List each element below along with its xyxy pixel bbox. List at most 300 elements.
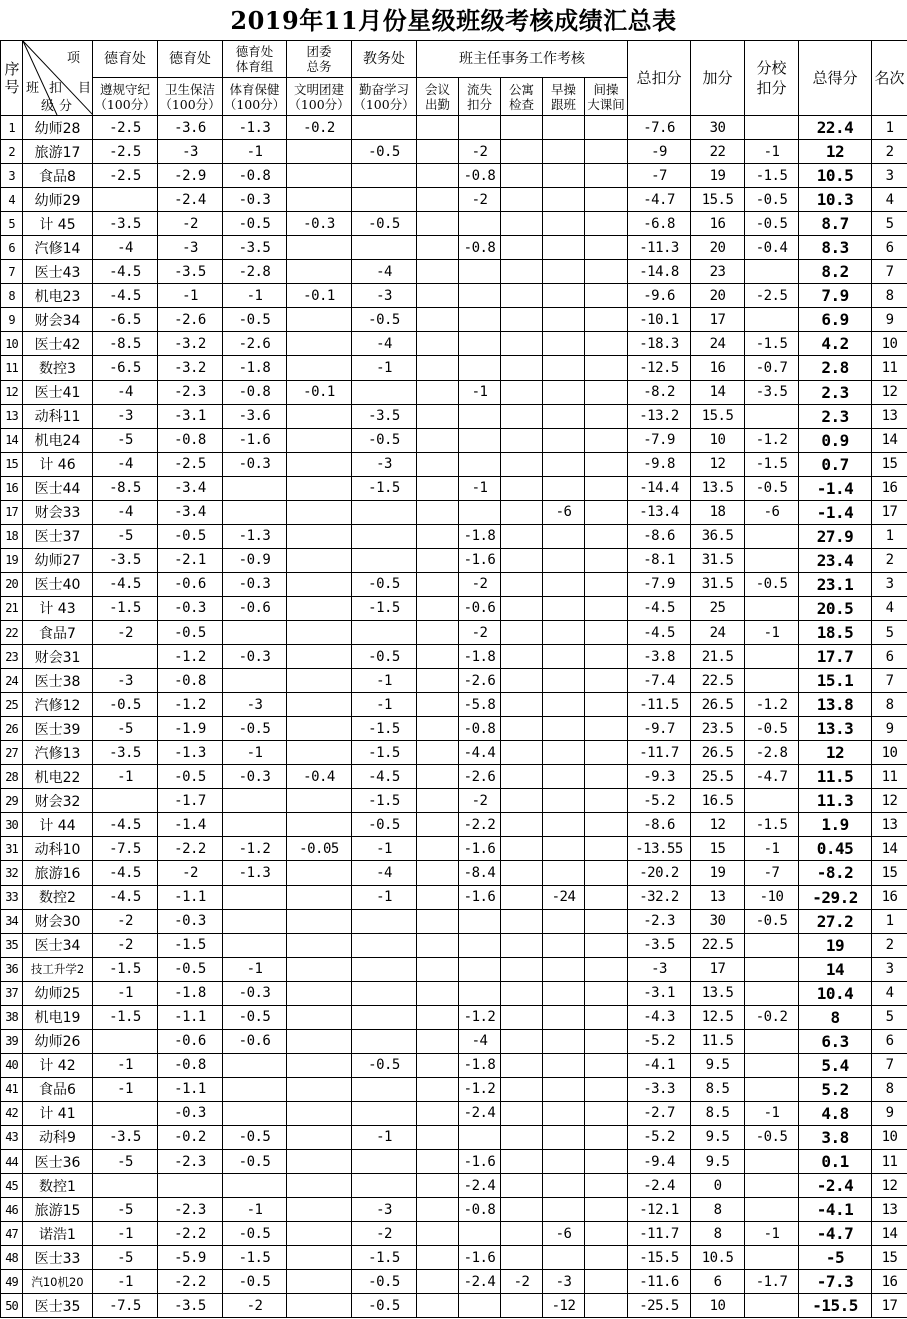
cell-seq: 25 — [1, 693, 23, 717]
cell-civility — [287, 404, 352, 428]
cell-sports-health: -0.3 — [223, 645, 287, 669]
cell-branch-deduct: -3.5 — [745, 380, 799, 404]
cell-rank: 12 — [872, 380, 907, 404]
cell-civility — [287, 308, 352, 332]
cell-dropout-deduct: -1.6 — [459, 837, 501, 861]
cell-meeting-attendance — [417, 308, 459, 332]
cell-dorm-check: -2 — [501, 1270, 543, 1294]
cell-total-deduct: -11.7 — [628, 741, 691, 765]
cell-meeting-attendance — [417, 1053, 459, 1077]
cell-seq: 48 — [1, 1246, 23, 1270]
cell-discipline — [93, 789, 158, 813]
cell-study: -0.5 — [352, 813, 417, 837]
cell-class: 财会30 — [23, 909, 93, 933]
cell-branch-deduct: -0.5 — [745, 717, 799, 741]
group-league-affairs: 团委 总务 — [287, 41, 352, 78]
cell-bonus: 15.5 — [691, 404, 745, 428]
cell-morning-exercise — [543, 1053, 585, 1077]
cell-class: 医士37 — [23, 524, 93, 548]
cell-civility — [287, 548, 352, 572]
cell-dropout-deduct — [459, 1294, 501, 1318]
cell-sports-health — [223, 1077, 287, 1101]
cell-branch-deduct: -2.8 — [745, 741, 799, 765]
cell-discipline: -3.5 — [93, 1125, 158, 1149]
cell-branch-deduct — [745, 1246, 799, 1270]
cell-dorm-check — [501, 308, 543, 332]
cell-discipline: -3.5 — [93, 548, 158, 572]
cell-dropout-deduct: -2 — [459, 789, 501, 813]
cell-sports-health: -3.6 — [223, 404, 287, 428]
cell-total-score: 1.9 — [799, 813, 872, 837]
cell-dropout-deduct: -1.8 — [459, 645, 501, 669]
cell-total-score: -8.2 — [799, 861, 872, 885]
header-bonus: 加分 — [691, 41, 745, 116]
cell-hygiene: -3.4 — [158, 500, 223, 524]
cell-seq: 26 — [1, 717, 23, 741]
cell-dorm-check — [501, 789, 543, 813]
cell-discipline: -6.5 — [93, 356, 158, 380]
cell-meeting-attendance — [417, 957, 459, 981]
cell-civility — [287, 1125, 352, 1149]
cell-meeting-attendance — [417, 1005, 459, 1029]
cell-total-score: 10.5 — [799, 164, 872, 188]
cell-civility — [287, 885, 352, 909]
cell-rank: 3 — [872, 164, 907, 188]
cell-hygiene: -1.8 — [158, 981, 223, 1005]
cell-sports-health: -2 — [223, 1294, 287, 1318]
table-row — [1, 116, 907, 140]
cell-total-score: -29.2 — [799, 885, 872, 909]
cell-branch-deduct: -0.5 — [745, 1125, 799, 1149]
cell-sports-health: -0.5 — [223, 1125, 287, 1149]
cell-bonus: 19 — [691, 861, 745, 885]
cell-break-exercise — [585, 1101, 628, 1125]
cell-branch-deduct: -1.5 — [745, 332, 799, 356]
cell-total-deduct: -5.2 — [628, 1029, 691, 1053]
cell-study: -4.5 — [352, 765, 417, 789]
cell-break-exercise — [585, 1198, 628, 1222]
cell-class: 计 44 — [23, 813, 93, 837]
cell-branch-deduct: -1 — [745, 837, 799, 861]
cell-total-score: 23.1 — [799, 572, 872, 596]
cell-rank: 5 — [872, 212, 907, 236]
cell-meeting-attendance — [417, 1150, 459, 1174]
cell-hygiene: -2.9 — [158, 164, 223, 188]
cell-civility — [287, 332, 352, 356]
cell-dropout-deduct: -1 — [459, 476, 501, 500]
cell-dropout-deduct — [459, 284, 501, 308]
cell-study — [352, 188, 417, 212]
cell-dropout-deduct: -1.6 — [459, 548, 501, 572]
cell-break-exercise — [585, 717, 628, 741]
cell-sports-health: -0.5 — [223, 717, 287, 741]
cell-dorm-check — [501, 981, 543, 1005]
cell-dorm-check — [501, 837, 543, 861]
cell-meeting-attendance — [417, 909, 459, 933]
cell-discipline: -5 — [93, 1198, 158, 1222]
table-row — [1, 236, 907, 260]
cell-rank: 7 — [872, 260, 907, 284]
cell-dorm-check — [501, 404, 543, 428]
cell-study: -0.5 — [352, 1270, 417, 1294]
cell-class: 机电22 — [23, 765, 93, 789]
cell-class: 食品7 — [23, 620, 93, 644]
cell-break-exercise — [585, 1222, 628, 1246]
cell-branch-deduct: -1 — [745, 1222, 799, 1246]
cell-bonus: 9.5 — [691, 1125, 745, 1149]
table-row — [1, 789, 907, 813]
group-deyu-2: 德育处 — [158, 41, 223, 78]
cell-hygiene: -1.2 — [158, 693, 223, 717]
cell-sports-health: -1 — [223, 284, 287, 308]
cell-branch-deduct: -2.5 — [745, 284, 799, 308]
cell-civility — [287, 1198, 352, 1222]
cell-seq: 4 — [1, 188, 23, 212]
cell-dropout-deduct: -1.8 — [459, 1053, 501, 1077]
table-row — [1, 909, 907, 933]
subheader-meeting-attendance: 会议 出勤 — [417, 78, 459, 116]
cell-branch-deduct: -1.2 — [745, 693, 799, 717]
cell-total-deduct: -7.6 — [628, 116, 691, 140]
cell-class: 计 43 — [23, 596, 93, 620]
cell-sports-health — [223, 933, 287, 957]
cell-total-deduct: -3 — [628, 957, 691, 981]
cell-dorm-check — [501, 861, 543, 885]
cell-total-deduct: -2.4 — [628, 1174, 691, 1198]
cell-dropout-deduct — [459, 957, 501, 981]
cell-dorm-check — [501, 596, 543, 620]
cell-dorm-check — [501, 332, 543, 356]
cell-rank: 14 — [872, 837, 907, 861]
cell-total-deduct: -20.2 — [628, 861, 691, 885]
cell-dropout-deduct — [459, 1125, 501, 1149]
cell-seq: 19 — [1, 548, 23, 572]
cell-class: 旅游15 — [23, 1198, 93, 1222]
cell-sports-health: -0.5 — [223, 1005, 287, 1029]
cell-discipline: -4.5 — [93, 861, 158, 885]
cell-seq: 44 — [1, 1150, 23, 1174]
cell-branch-deduct: -1.7 — [745, 1270, 799, 1294]
cell-civility — [287, 909, 352, 933]
cell-discipline: -2 — [93, 909, 158, 933]
cell-rank: 3 — [872, 957, 907, 981]
cell-class: 汽修14 — [23, 236, 93, 260]
cell-class: 计 41 — [23, 1101, 93, 1125]
cell-bonus: 12.5 — [691, 1005, 745, 1029]
cell-bonus: 30 — [691, 116, 745, 140]
cell-break-exercise — [585, 1053, 628, 1077]
cell-morning-exercise — [543, 140, 585, 164]
cell-dropout-deduct — [459, 1222, 501, 1246]
cell-dropout-deduct: -2 — [459, 620, 501, 644]
cell-break-exercise — [585, 1150, 628, 1174]
cell-break-exercise — [585, 236, 628, 260]
cell-bonus: 21.5 — [691, 645, 745, 669]
cell-morning-exercise — [543, 1150, 585, 1174]
cell-break-exercise — [585, 572, 628, 596]
cell-branch-deduct: -1 — [745, 620, 799, 644]
cell-class: 医士42 — [23, 332, 93, 356]
cell-meeting-attendance — [417, 1246, 459, 1270]
cell-sports-health — [223, 1053, 287, 1077]
cell-civility: -0.1 — [287, 380, 352, 404]
cell-break-exercise — [585, 645, 628, 669]
cell-break-exercise — [585, 861, 628, 885]
cell-bonus: 10 — [691, 1294, 745, 1318]
cell-study — [352, 1101, 417, 1125]
cell-civility: -0.2 — [287, 116, 352, 140]
cell-total-deduct: -7.4 — [628, 669, 691, 693]
cell-dropout-deduct: -0.6 — [459, 596, 501, 620]
cell-rank: 6 — [872, 236, 907, 260]
cell-study: -1 — [352, 669, 417, 693]
cell-civility — [287, 933, 352, 957]
cell-discipline: -2.5 — [93, 116, 158, 140]
cell-dorm-check — [501, 765, 543, 789]
cell-hygiene: -0.8 — [158, 669, 223, 693]
cell-rank: 13 — [872, 404, 907, 428]
diag-label-deduct-1: 扣 — [49, 81, 63, 96]
cell-meeting-attendance — [417, 1294, 459, 1318]
cell-dropout-deduct: -2.4 — [459, 1101, 501, 1125]
cell-bonus: 16 — [691, 212, 745, 236]
cell-class: 技工升学2 — [23, 957, 93, 981]
table-row — [1, 1294, 907, 1318]
cell-hygiene: -2.1 — [158, 548, 223, 572]
cell-break-exercise — [585, 669, 628, 693]
cell-study: -1 — [352, 885, 417, 909]
cell-dorm-check — [501, 1222, 543, 1246]
cell-meeting-attendance — [417, 981, 459, 1005]
cell-dropout-deduct: -5.8 — [459, 693, 501, 717]
cell-civility — [287, 645, 352, 669]
cell-total-score: 8.7 — [799, 212, 872, 236]
cell-seq: 17 — [1, 500, 23, 524]
cell-dropout-deduct: -4.4 — [459, 741, 501, 765]
cell-break-exercise — [585, 1294, 628, 1318]
cell-discipline: -2 — [93, 620, 158, 644]
cell-civility — [287, 1101, 352, 1125]
cell-dorm-check — [501, 1198, 543, 1222]
cell-dorm-check — [501, 476, 543, 500]
cell-hygiene: -0.8 — [158, 1053, 223, 1077]
cell-total-deduct: -5.2 — [628, 789, 691, 813]
cell-meeting-attendance — [417, 548, 459, 572]
table-row — [1, 669, 907, 693]
cell-seq: 49 — [1, 1270, 23, 1294]
cell-dorm-check — [501, 1005, 543, 1029]
table-row — [1, 212, 907, 236]
table-row — [1, 548, 907, 572]
cell-break-exercise — [585, 260, 628, 284]
cell-bonus: 18 — [691, 500, 745, 524]
group-deyu-1: 德育处 — [93, 41, 158, 78]
cell-study: -1.5 — [352, 717, 417, 741]
cell-sports-health: -3 — [223, 693, 287, 717]
cell-discipline: -4.5 — [93, 284, 158, 308]
cell-total-score: 8 — [799, 1005, 872, 1029]
cell-branch-deduct: -1.5 — [745, 813, 799, 837]
cell-bonus: 20 — [691, 236, 745, 260]
cell-dropout-deduct — [459, 452, 501, 476]
cell-bonus: 26.5 — [691, 741, 745, 765]
cell-sports-health: -1.3 — [223, 861, 287, 885]
cell-rank: 11 — [872, 1150, 907, 1174]
cell-seq: 32 — [1, 861, 23, 885]
cell-dropout-deduct — [459, 212, 501, 236]
cell-meeting-attendance — [417, 476, 459, 500]
cell-sports-health: -1.5 — [223, 1246, 287, 1270]
cell-total-score: 2.3 — [799, 380, 872, 404]
cell-class: 动科10 — [23, 837, 93, 861]
cell-seq: 23 — [1, 645, 23, 669]
cell-total-deduct: -25.5 — [628, 1294, 691, 1318]
cell-morning-exercise — [543, 837, 585, 861]
cell-bonus: 31.5 — [691, 572, 745, 596]
cell-dorm-check — [501, 669, 543, 693]
cell-discipline: -5 — [93, 717, 158, 741]
cell-study: -1.5 — [352, 741, 417, 765]
header-diagonal-cell — [23, 41, 93, 116]
cell-class: 诺浩1 — [23, 1222, 93, 1246]
cell-sports-health: -0.6 — [223, 1029, 287, 1053]
diag-label-deduct-2: 分 — [59, 99, 73, 114]
cell-break-exercise — [585, 1077, 628, 1101]
cell-study: -3 — [352, 284, 417, 308]
cell-total-deduct: -9.8 — [628, 452, 691, 476]
cell-class: 旅游16 — [23, 861, 93, 885]
cell-meeting-attendance — [417, 380, 459, 404]
cell-hygiene: -2.6 — [158, 308, 223, 332]
cell-total-score: 0.1 — [799, 1150, 872, 1174]
cell-break-exercise — [585, 1270, 628, 1294]
table-row — [1, 885, 907, 909]
cell-rank: 17 — [872, 1294, 907, 1318]
cell-total-deduct: -8.6 — [628, 813, 691, 837]
table-row — [1, 981, 907, 1005]
cell-branch-deduct: -0.5 — [745, 572, 799, 596]
cell-hygiene: -1.5 — [158, 933, 223, 957]
cell-dorm-check — [501, 548, 543, 572]
cell-sports-health — [223, 620, 287, 644]
cell-dropout-deduct: -2.6 — [459, 765, 501, 789]
table-row — [1, 284, 907, 308]
cell-bonus: 15 — [691, 837, 745, 861]
cell-study: -0.5 — [352, 572, 417, 596]
cell-seq: 40 — [1, 1053, 23, 1077]
cell-rank: 9 — [872, 308, 907, 332]
cell-seq: 9 — [1, 308, 23, 332]
table-row — [1, 332, 907, 356]
cell-hygiene: -0.5 — [158, 620, 223, 644]
cell-rank: 1 — [872, 909, 907, 933]
cell-break-exercise — [585, 741, 628, 765]
cell-hygiene: -2.4 — [158, 188, 223, 212]
cell-discipline: -6.5 — [93, 308, 158, 332]
cell-study: -1 — [352, 1125, 417, 1149]
cell-civility — [287, 957, 352, 981]
cell-seq: 29 — [1, 789, 23, 813]
cell-bonus: 8 — [691, 1222, 745, 1246]
cell-dropout-deduct: -2 — [459, 188, 501, 212]
cell-sports-health: -0.3 — [223, 188, 287, 212]
cell-total-score: 0.7 — [799, 452, 872, 476]
cell-meeting-attendance — [417, 620, 459, 644]
cell-rank: 9 — [872, 1101, 907, 1125]
cell-hygiene: -1.1 — [158, 1077, 223, 1101]
cell-total-score: -4.1 — [799, 1198, 872, 1222]
cell-bonus: 30 — [691, 909, 745, 933]
cell-morning-exercise — [543, 596, 585, 620]
cell-sports-health: -2.6 — [223, 332, 287, 356]
cell-break-exercise — [585, 476, 628, 500]
cell-total-deduct: -2.3 — [628, 909, 691, 933]
cell-study — [352, 933, 417, 957]
cell-dropout-deduct — [459, 909, 501, 933]
cell-total-score: 11.3 — [799, 789, 872, 813]
cell-rank: 12 — [872, 789, 907, 813]
cell-total-deduct: -3.8 — [628, 645, 691, 669]
cell-rank: 10 — [872, 1125, 907, 1149]
cell-total-score: -7.3 — [799, 1270, 872, 1294]
cell-seq: 15 — [1, 452, 23, 476]
cell-branch-deduct — [745, 596, 799, 620]
cell-morning-exercise — [543, 476, 585, 500]
cell-dorm-check — [501, 693, 543, 717]
cell-sports-health: -1.6 — [223, 428, 287, 452]
cell-total-score: 13.3 — [799, 717, 872, 741]
cell-dorm-check — [501, 1294, 543, 1318]
cell-sports-health: -0.3 — [223, 452, 287, 476]
cell-branch-deduct: -1 — [745, 1101, 799, 1125]
cell-discipline: -4 — [93, 380, 158, 404]
cell-morning-exercise — [543, 789, 585, 813]
cell-branch-deduct: -0.5 — [745, 188, 799, 212]
cell-rank: 7 — [872, 1053, 907, 1077]
cell-discipline: -4 — [93, 500, 158, 524]
cell-bonus: 23.5 — [691, 717, 745, 741]
cell-sports-health: -0.8 — [223, 164, 287, 188]
cell-class: 医士41 — [23, 380, 93, 404]
cell-class: 幼师28 — [23, 116, 93, 140]
cell-meeting-attendance — [417, 1270, 459, 1294]
cell-study: -3 — [352, 452, 417, 476]
cell-dorm-check — [501, 1077, 543, 1101]
cell-rank: 11 — [872, 765, 907, 789]
cell-rank: 2 — [872, 548, 907, 572]
cell-branch-deduct: -1.5 — [745, 452, 799, 476]
cell-break-exercise — [585, 164, 628, 188]
cell-hygiene: -1 — [158, 284, 223, 308]
cell-study — [352, 1077, 417, 1101]
cell-branch-deduct — [745, 1198, 799, 1222]
cell-seq: 16 — [1, 476, 23, 500]
cell-total-score: 18.5 — [799, 620, 872, 644]
cell-break-exercise — [585, 548, 628, 572]
cell-total-score: -5 — [799, 1246, 872, 1270]
cell-class: 医士39 — [23, 717, 93, 741]
cell-rank: 15 — [872, 452, 907, 476]
cell-study — [352, 380, 417, 404]
cell-sports-health: -1.3 — [223, 524, 287, 548]
cell-morning-exercise — [543, 909, 585, 933]
cell-branch-deduct — [745, 645, 799, 669]
cell-civility — [287, 1029, 352, 1053]
table-row — [1, 1174, 907, 1198]
cell-total-deduct: -15.5 — [628, 1246, 691, 1270]
cell-study: -1.5 — [352, 789, 417, 813]
cell-discipline: -2 — [93, 933, 158, 957]
